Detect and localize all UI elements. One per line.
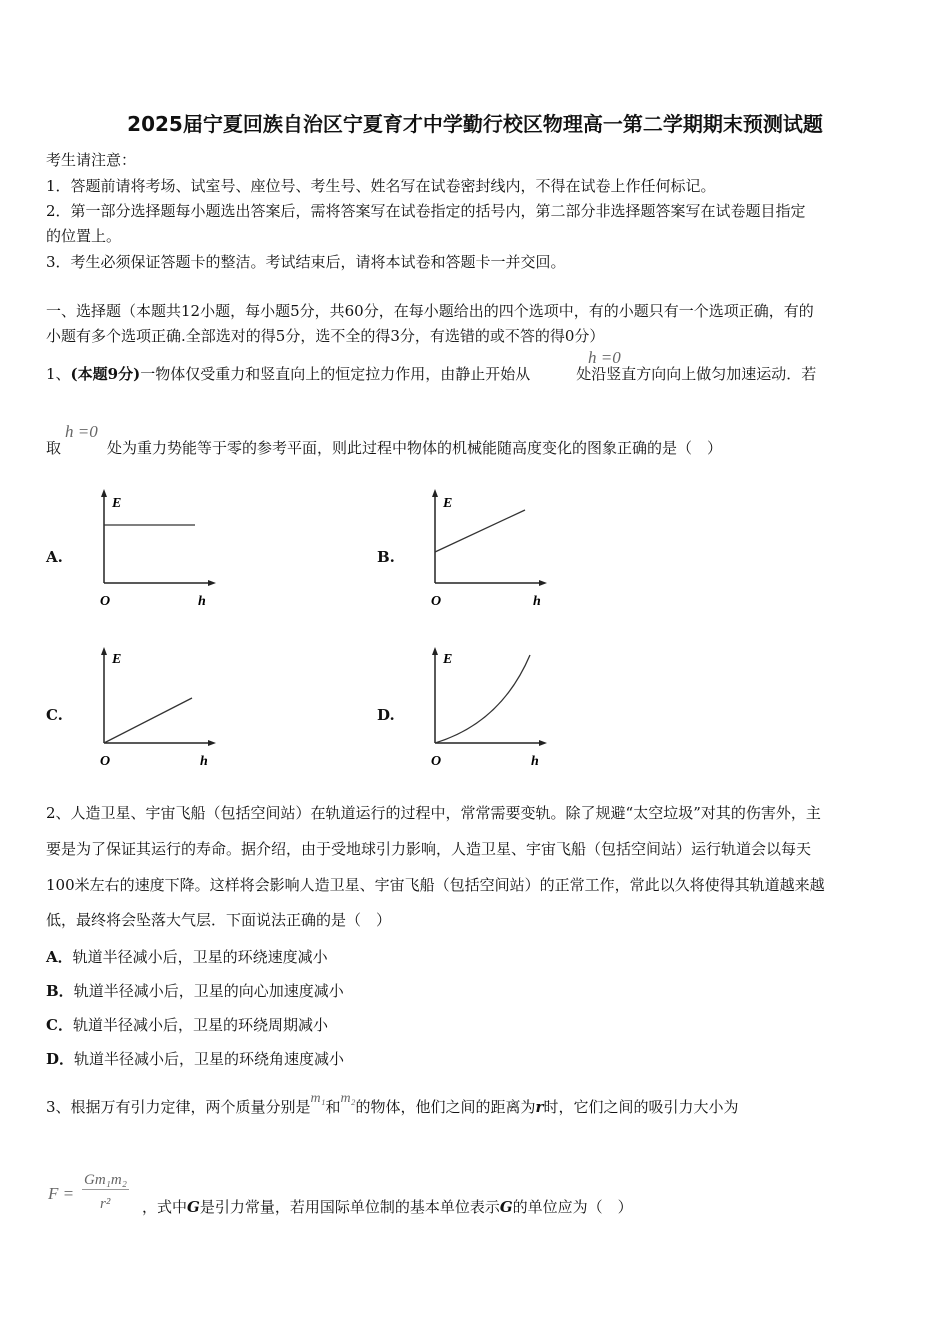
axis-label-y: E: [112, 496, 122, 511]
question-2-line: 2、人造卫星、宇宙飞船（包括空间站）在轨道运行的过程中，常常需要变轨。除了规避“太空垃圾”对其的伤害外，主: [46, 804, 821, 822]
origin-label: O: [431, 594, 442, 609]
axis-label-x: h: [533, 594, 541, 609]
math-h0: h =0: [588, 348, 621, 367]
graph-line: [435, 510, 525, 552]
q-score: (本题9分): [70, 365, 141, 383]
q-text: ，式中: [142, 1198, 188, 1216]
question-1-line2: [46, 438, 722, 458]
math-h0: h =0: [65, 422, 98, 441]
option-label: C．: [46, 1016, 73, 1034]
option-a-label: A.: [46, 548, 63, 566]
notice-item: 的位置上。: [46, 227, 122, 245]
q-text: 是引力常量，若用国际单位制的基本单位表示: [199, 1198, 500, 1216]
math-G: G: [499, 1198, 513, 1216]
q2-option-a[interactable]: [46, 947, 328, 967]
graph-b: [421, 485, 551, 610]
option-label: A．: [46, 948, 73, 966]
option-label: D．: [46, 1050, 75, 1068]
q-text: 3、根据万有引力定律，两个质量分别是: [46, 1098, 311, 1116]
graph-d: [421, 643, 551, 768]
question-1-line1: [46, 364, 816, 384]
origin-label: O: [431, 754, 442, 768]
formula-lhs: F =: [48, 1184, 75, 1203]
q2-option-d[interactable]: [46, 1049, 344, 1069]
axis-label-y: E: [443, 496, 453, 511]
q-text: 和: [325, 1098, 341, 1116]
option-b-label: B.: [377, 548, 395, 566]
notice-item: 1．答题前请将考场、试室号、座位号、考生号、姓名写在试卷密封线内，不得在试卷上作任何标记。: [46, 177, 716, 195]
question-2-line: 要是为了保证其运行的寿命。据介绍，由于受地球引力影响，人造卫星、宇宙飞船（包括空间站）运行轨道会以每天: [46, 840, 812, 858]
q-text: 处沿竖直方向向上做匀加速运动．若: [576, 365, 817, 383]
question-3-line2: [142, 1197, 633, 1217]
option-c-label: C.: [46, 706, 63, 724]
page-title: 2025届宁夏回族自治区宁夏育才中学勤行校区物理高一第二学期期末预测试题: [127, 112, 823, 136]
axis-label-y: E: [112, 652, 122, 667]
q-text: 的物体，他们之间的距离为: [355, 1098, 536, 1116]
section-instructions: 小题有多个选项正确.全部选对的得5分，选不全的得3分，有选错的或不答的得0分）: [46, 327, 605, 345]
q-text: 的单位应为（ ）: [512, 1198, 633, 1216]
graph-line: [104, 698, 192, 743]
origin-label: O: [100, 754, 111, 768]
math-m2: m₂: [340, 1091, 356, 1106]
q2-option-c[interactable]: [46, 1015, 328, 1035]
graph-a: [90, 485, 220, 610]
question-2-line: 低，最终将会坠落大气层．下面说法正确的是（ ）: [46, 911, 392, 929]
option-text: 轨道半径减小后，卫星的环绕角速度减小: [74, 1050, 345, 1068]
option-d-label: D.: [377, 706, 395, 724]
math-m1: m₁: [310, 1091, 326, 1106]
option-text: 轨道半径减小后，卫星的环绕周期减小: [72, 1016, 328, 1034]
graph-curve: [435, 655, 530, 743]
q-number: 1、: [46, 365, 71, 383]
math-G: G: [187, 1198, 200, 1216]
option-label: B．: [46, 982, 74, 1000]
axis-label-x: h: [531, 754, 539, 768]
option-text: 轨道半径减小后，卫星的环绕速度减小: [72, 948, 328, 966]
q-text: 取: [46, 439, 62, 457]
q-text: 处为重力势能等于零的参考平面，则此过程中物体的机械能随高度变化的图象正确的是（ ）: [107, 439, 723, 457]
q-text: 一物体仅受重力和竖直向上的恒定拉力作用，由静止开始从: [140, 365, 531, 383]
notice-item: 3．考生必须保证答题卡的整洁。考试结束后，请将本试卷和答题卡一并交回。: [46, 253, 566, 271]
question-3-line1: [46, 1091, 739, 1119]
formula-numerator: Gm₁m₂: [84, 1172, 127, 1188]
graph-c: [90, 643, 220, 768]
q2-option-b[interactable]: [46, 981, 344, 1001]
option-text: 轨道半径减小后，卫星的向心加速度减小: [73, 982, 344, 1000]
question-2-line: 100米左右的速度下降。这样将会影响人造卫星、宇宙飞船（包括空间站）的正常工作，常此以久将使得其轨道越来越: [46, 876, 825, 894]
section-instructions: 一、选择题（本题共12小题，每小题5分，共60分，在每小题给出的四个选项中，有的小题只有一个选项正确，有的: [46, 302, 814, 320]
axis-label-y: E: [443, 652, 453, 667]
formula-denominator: r²: [100, 1196, 111, 1212]
notice-heading: 考生请注意：: [46, 151, 137, 169]
q-text: 时，它们之间的吸引力大小为: [543, 1098, 739, 1116]
origin-label: O: [100, 594, 111, 609]
axis-label-x: h: [200, 754, 208, 768]
axis-label-x: h: [198, 594, 206, 609]
notice-item: 2．第一部分选择题每小题选出答案后，需将答案写在试卷指定的括号内，第二部分非选择题答案写在试卷题目指定: [46, 202, 806, 220]
math-r: r: [535, 1098, 544, 1116]
